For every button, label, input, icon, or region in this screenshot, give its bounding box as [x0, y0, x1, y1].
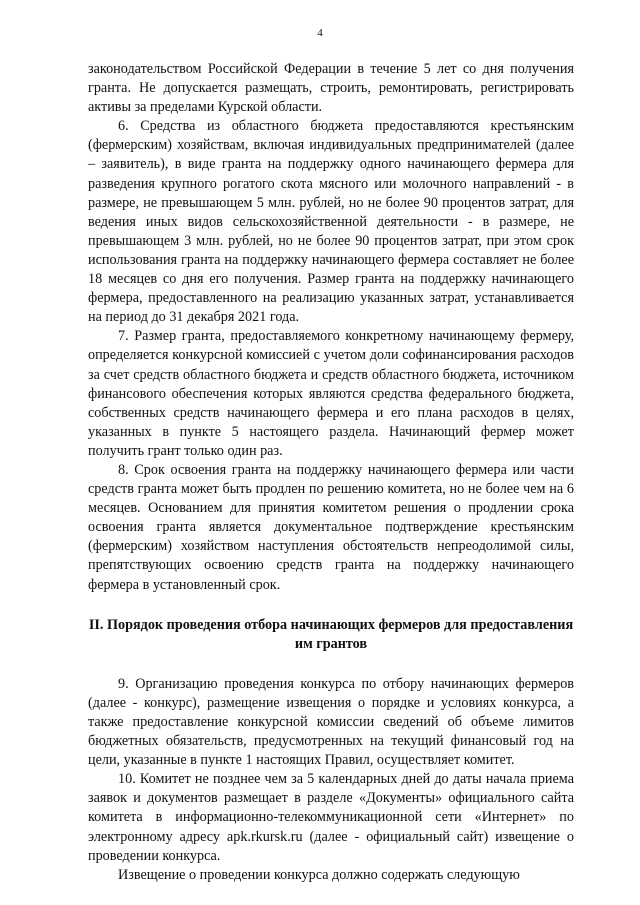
paragraph-item-9: 9. Организацию проведения конкурса по отбору начинающих фермеров (далее - конкурс), размещение извещения о порядке и условиях конкурса, а также предоставление конкурсной комиссии сведений об объеме лимитов бюджетных обязательств, предусмотренных на текущий финансовый год на цели, указанные в пункте 1 настоящих Правил, осуществляет комитет. — [88, 675, 574, 769]
section-heading: II. Порядок проведения отбора начинающих фермеров для предоставления им грантов — [88, 616, 574, 652]
document-body — [88, 60, 574, 885]
paragraph-item-6: 6. Средства из областного бюджета предоставляются крестьянским (фермерским) хозяйствам, включая индивидуальных предпринимателей (далее – заявитель), в виде гранта на поддержку одного начинающего фермера для разведения крупного рогатого скота мясного или молочного направлений - в размере, не превышающем 5 млн. рублей, но не более 90 процентов затрат, для ведения иных видов сельскохозяйственной деятельности - в размере, не превышающем 3 млн. рублей, но не более 90 процентов затрат, при этом срок использования гранта на поддержку начинающего фермера составляет не более 18 месяцев со дня его получения. Размер гранта на поддержку начинающего фермера, предоставленного на реализацию указанных затрат, устанавливается на период до 31 декабря 2021 года. — [88, 118, 574, 326]
paragraph-item-10: 10. Комитет не позднее чем за 5 календарных дней до даты начала приема заявок и документов размещает в разделе «Документы» официального сайта комитета в информационно-телекоммуникационной сети «Интернет» по электронному адресу apk.rkursk.ru (далее - официальный сайт) извещение о проведении конкурса. — [88, 771, 574, 864]
page-number: 4 — [317, 27, 323, 39]
paragraph-continuation: законодательством Российской Федерации в течение 5 лет со дня получения гранта. Не допускается размещать, строить, ремонтировать, регистрировать активы за пределами Курской области. — [88, 61, 574, 116]
paragraph-item-8: 8. Срок освоения гранта на поддержку начинающего фермера или части средств гранта может быть продлен по решению комитета, но не более чем на 6 месяцев. Основанием для принятия комитетом решения о продлении срока освоения гранта является документальное подтверждение крестьянским (фермерским) хозяйством наступления обстоятельств непреодолимой силы, препятствующих освоению средств гранта на поддержку начинающего фермера в установленный срок. — [88, 461, 574, 593]
paragraph-item-7: 7. Размер гранта, предоставляемого конкретному начинающему фермеру, определяется конкурсной комиссией с учетом доли софинансирования расходов за счет средств областного бюджета и средств областного бюджета, источником финансового обеспечения которых являются средства федерального бюджета, собственных средств начинающего фермера и его плана расходов в целях, указанных в пункте 5 настоящего раздела. Начинающий фермер может получить грант только один раз. — [88, 328, 574, 459]
paragraph-notice: Извещение о проведении конкурса должно содержать следующую — [118, 866, 520, 883]
